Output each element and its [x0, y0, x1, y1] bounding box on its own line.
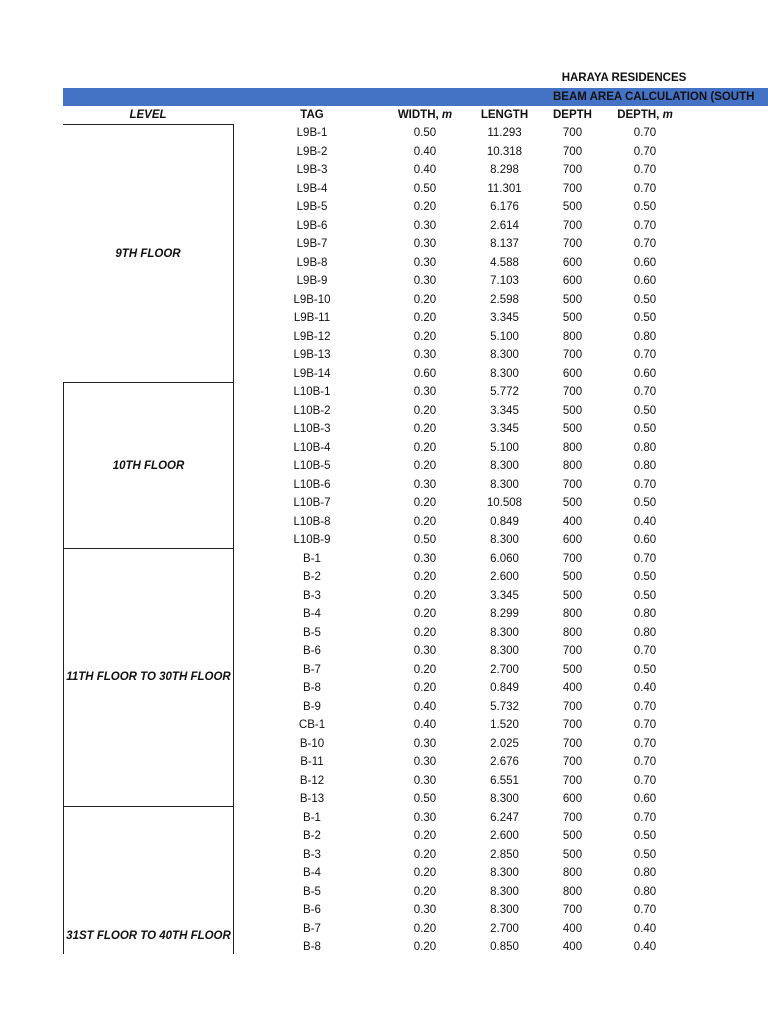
cell-width: 0.20	[413, 867, 437, 879]
cell-depth-m: 0.70	[633, 552, 657, 565]
cell-length: 0.850	[490, 941, 519, 953]
cell-width: 0.50	[413, 534, 437, 546]
cell-tag: L10B-6	[293, 478, 331, 491]
cell-tag: L10B-7	[293, 497, 331, 509]
cell-length: 8.300	[490, 460, 519, 472]
cell-depth: 700	[562, 904, 583, 916]
cell-length: 8.300	[490, 349, 519, 361]
cell-depth: 700	[562, 774, 583, 787]
cell-depth: 500	[562, 497, 583, 509]
cell-width: 0.20	[413, 848, 437, 861]
cell-depth: 800	[562, 885, 583, 898]
cell-width: 0.30	[413, 386, 437, 398]
cell-tag: B-3	[303, 848, 321, 861]
cell-depth-m: 0.40	[633, 922, 657, 935]
cell-width: 0.20	[413, 330, 437, 343]
table-row	[0, 254, 768, 273]
cell-width: 0.20	[413, 515, 437, 528]
cell-width: 0.20	[413, 460, 437, 472]
cell-depth: 700	[562, 719, 583, 731]
table-row	[0, 901, 768, 920]
cell-depth-m: 0.70	[633, 700, 657, 713]
cell-tag: B-2	[303, 571, 321, 583]
cell-length: 8.300	[490, 904, 519, 916]
cell-tag: B-5	[303, 626, 321, 639]
cell-depth: 700	[562, 349, 583, 361]
banner-title: BEAM AREA CALCULATION (SOUTH	[553, 91, 755, 103]
cell-length: 2.600	[490, 571, 519, 583]
cell-depth-m: 0.80	[633, 867, 657, 879]
cell-length: 11.293	[487, 127, 522, 139]
table-row	[0, 790, 768, 809]
cell-length: 8.300	[490, 885, 519, 898]
cell-depth-m: 0.80	[633, 441, 657, 454]
cell-depth-m: 0.70	[633, 756, 657, 768]
table-row	[0, 642, 768, 661]
cell-depth: 700	[562, 238, 583, 250]
cell-width: 0.20	[413, 293, 437, 306]
table-row	[0, 476, 768, 495]
cell-width: 0.20	[413, 922, 437, 935]
cell-length: 0.849	[490, 682, 519, 694]
cell-depth-m: 0.60	[633, 275, 657, 287]
cell-depth: 700	[562, 811, 583, 824]
cell-tag: B-2	[303, 830, 321, 842]
cell-tag: B-4	[303, 867, 321, 879]
cell-depth-m: 0.70	[633, 645, 657, 657]
table-row	[0, 827, 768, 846]
cell-tag: L9B-9	[296, 275, 328, 287]
cell-tag: B-1	[303, 552, 321, 565]
cell-depth-m: 0.60	[633, 367, 657, 380]
header-width	[380, 107, 470, 124]
table-row	[0, 124, 768, 143]
table-row	[0, 365, 768, 384]
cell-depth: 700	[562, 700, 583, 713]
cell-length: 2.025	[490, 737, 519, 750]
cell-depth-m: 0.80	[633, 608, 657, 620]
cell-depth-m: 0.60	[633, 256, 657, 269]
cell-length: 5.100	[490, 330, 519, 343]
cell-tag: L10B-9	[293, 534, 331, 546]
cell-depth: 500	[562, 663, 583, 676]
table-row	[0, 309, 768, 328]
cell-depth-m: 0.50	[633, 497, 657, 509]
cell-tag: L9B-4	[296, 182, 328, 195]
cell-length: 6.176	[490, 201, 519, 213]
cell-tag: L9B-13	[293, 349, 331, 361]
cell-length: 3.345	[490, 589, 519, 602]
cell-length: 4.588	[490, 256, 519, 269]
cell-length: 11.301	[487, 182, 522, 195]
cell-depth: 400	[562, 941, 583, 953]
cell-depth: 700	[562, 219, 583, 232]
cell-depth-m: 0.70	[633, 478, 657, 491]
cell-length: 2.676	[490, 756, 519, 768]
cell-width: 0.30	[413, 275, 437, 287]
cell-depth-m: 0.70	[633, 774, 657, 787]
cell-width: 0.20	[413, 589, 437, 602]
cell-width: 0.50	[413, 127, 437, 139]
cell-depth-m: 0.70	[633, 145, 657, 158]
cell-tag: B-4	[303, 608, 321, 620]
cell-depth: 700	[562, 386, 583, 398]
cell-length: 6.060	[490, 552, 519, 565]
cell-length: 5.100	[490, 441, 519, 454]
cell-depth: 500	[562, 830, 583, 842]
cell-width: 0.40	[413, 145, 437, 158]
cell-tag: B-8	[303, 682, 321, 694]
cell-length: 8.298	[490, 164, 519, 176]
cell-depth-m: 0.50	[633, 589, 657, 602]
cell-length: 6.551	[490, 774, 519, 787]
cell-tag: L10B-3	[293, 423, 331, 435]
header-level: LEVEL	[63, 107, 233, 125]
level-label: 10TH FLOOR	[112, 459, 185, 472]
header-depth-m-unit: m	[662, 109, 673, 121]
cell-tag: L9B-6	[296, 219, 328, 232]
cell-depth: 600	[562, 534, 583, 546]
cell-tag: L9B-3	[296, 164, 328, 176]
cell-length: 2.850	[490, 848, 519, 861]
table-row	[0, 180, 768, 199]
cell-depth: 500	[562, 848, 583, 861]
cell-width: 0.30	[413, 349, 437, 361]
table-row	[0, 420, 768, 439]
cell-depth: 800	[562, 867, 583, 879]
cell-tag: B-9	[303, 700, 321, 713]
table-row	[0, 328, 768, 347]
cell-tag: B-11	[300, 756, 324, 768]
cell-depth: 600	[562, 367, 583, 380]
header-depth-m-label: DEPTH,	[617, 109, 660, 121]
cell-depth: 500	[562, 571, 583, 583]
cell-width: 0.20	[413, 441, 437, 454]
cell-width: 0.50	[413, 793, 437, 805]
beam-table-body	[0, 124, 768, 957]
cell-depth: 800	[562, 608, 583, 620]
cell-tag: B-7	[303, 663, 321, 676]
cell-depth-m: 0.80	[633, 330, 657, 343]
cell-depth-m: 0.50	[633, 848, 657, 861]
cell-tag: B-3	[303, 589, 321, 602]
table-row	[0, 883, 768, 902]
cell-length: 8.300	[490, 367, 519, 380]
cell-depth-m: 0.50	[633, 830, 657, 842]
cell-tag: L9B-7	[296, 238, 328, 250]
cell-width: 0.30	[413, 904, 437, 916]
table-row	[0, 809, 768, 828]
cell-depth: 700	[562, 145, 583, 158]
cell-length: 10.508	[486, 497, 523, 509]
cell-tag: B-12	[299, 774, 325, 787]
cell-depth-m: 0.50	[633, 423, 657, 435]
cell-depth-m: 0.70	[633, 182, 657, 195]
cell-tag: L9B-11	[293, 312, 331, 324]
cell-depth: 700	[562, 645, 583, 657]
cell-width: 0.20	[413, 608, 437, 620]
cell-depth: 800	[562, 441, 583, 454]
cell-depth: 400	[562, 682, 583, 694]
cell-depth-m: 0.50	[633, 404, 657, 417]
cell-depth: 700	[562, 478, 583, 491]
header-length: LENGTH	[480, 109, 529, 121]
table-row	[0, 161, 768, 180]
table-row	[0, 217, 768, 236]
cell-tag: L10B-1	[293, 386, 331, 398]
cell-depth-m: 0.70	[633, 127, 657, 139]
cell-depth-m: 0.70	[633, 349, 657, 361]
table-row	[0, 439, 768, 458]
cell-depth-m: 0.70	[633, 904, 657, 916]
cell-width: 0.20	[413, 663, 437, 676]
cell-tag: L10B-5	[293, 460, 331, 472]
cell-tag: B-1	[303, 811, 321, 824]
cell-depth: 700	[562, 127, 583, 139]
cell-depth: 600	[562, 275, 583, 287]
cell-length: 2.700	[490, 663, 519, 676]
table-row	[0, 291, 768, 310]
cell-width: 0.20	[413, 626, 437, 639]
cell-depth-m: 0.60	[633, 534, 657, 546]
cell-depth: 500	[562, 312, 583, 324]
table-row	[0, 624, 768, 643]
cell-depth-m: 0.40	[633, 941, 657, 953]
cell-width: 0.30	[413, 478, 437, 491]
cell-length: 2.700	[490, 922, 519, 935]
cell-length: 2.598	[490, 293, 519, 306]
cell-width: 0.20	[413, 423, 437, 435]
cell-width: 0.30	[413, 256, 437, 269]
cell-width: 0.30	[413, 756, 437, 768]
cell-width: 0.40	[413, 164, 437, 176]
cell-tag: L9B-5	[296, 201, 328, 213]
cell-tag: B-10	[299, 737, 325, 750]
cell-length: 3.345	[490, 312, 519, 324]
cell-width: 0.30	[413, 552, 437, 565]
cell-depth-m: 0.60	[633, 793, 657, 805]
table-row	[0, 698, 768, 717]
table-row	[0, 494, 768, 513]
cell-depth: 500	[562, 293, 583, 306]
cell-depth: 700	[562, 737, 583, 750]
cell-width: 0.60	[413, 367, 437, 380]
header-depth-m	[600, 107, 690, 124]
cell-length: 8.300	[490, 867, 519, 879]
table-row	[0, 198, 768, 217]
cell-length: 8.299	[490, 608, 519, 620]
cell-width: 0.20	[413, 404, 437, 417]
cell-length: 0.849	[490, 515, 519, 528]
cell-depth: 500	[562, 423, 583, 435]
cell-depth: 500	[562, 404, 583, 417]
cell-width: 0.20	[413, 312, 437, 324]
cell-depth-m: 0.70	[633, 219, 657, 232]
cell-depth-m: 0.50	[633, 663, 657, 676]
cell-tag: B-13	[299, 793, 325, 805]
cell-depth: 800	[562, 626, 583, 639]
cell-width: 0.50	[413, 182, 437, 195]
cell-length: 1.520	[490, 719, 519, 731]
cell-tag: B-8	[303, 941, 321, 953]
document-title: HARAYA RESIDENCES	[561, 72, 687, 84]
cell-tag: L10B-2	[293, 404, 331, 417]
table-row	[0, 457, 768, 476]
cell-width: 0.40	[413, 700, 437, 713]
table-row	[0, 846, 768, 865]
cell-length: 7.103	[490, 275, 519, 287]
header-width-label: WIDTH,	[397, 109, 439, 121]
cell-width: 0.30	[413, 238, 437, 250]
table-row	[0, 531, 768, 550]
cell-depth: 400	[562, 922, 583, 935]
cell-length: 8.300	[490, 793, 519, 805]
table-row	[0, 920, 768, 939]
cell-width: 0.20	[413, 497, 437, 509]
cell-tag: CB-1	[298, 719, 326, 731]
cell-length: 5.732	[490, 700, 519, 713]
header-tag: TAG	[300, 109, 324, 121]
section-banner	[63, 88, 768, 106]
cell-depth-m: 0.70	[633, 737, 657, 750]
cell-tag: L9B-14	[293, 367, 331, 380]
cell-width: 0.20	[413, 830, 437, 842]
cell-tag: L10B-8	[293, 515, 331, 528]
cell-width: 0.20	[413, 682, 437, 694]
cell-tag: L9B-10	[293, 293, 331, 306]
cell-depth-m: 0.70	[633, 164, 657, 176]
cell-tag: L9B-2	[296, 145, 328, 158]
cell-depth: 600	[562, 793, 583, 805]
header-width-unit: m	[441, 109, 453, 121]
cell-depth: 400	[562, 515, 583, 528]
table-row	[0, 550, 768, 569]
cell-width: 0.30	[413, 774, 437, 787]
cell-length: 6.247	[490, 811, 519, 824]
table-row	[0, 661, 768, 680]
cell-length: 8.300	[490, 645, 519, 657]
cell-length: 8.300	[490, 534, 519, 546]
cell-length: 3.345	[490, 404, 519, 417]
cell-tag: B-7	[303, 922, 321, 935]
cell-depth: 600	[562, 256, 583, 269]
cell-width: 0.30	[413, 811, 437, 824]
table-row	[0, 587, 768, 606]
cell-depth-m: 0.70	[633, 238, 657, 250]
table-row	[0, 513, 768, 532]
cell-length: 10.318	[486, 145, 523, 158]
cell-depth-m: 0.80	[633, 626, 657, 639]
level-label: 9TH FLOOR	[115, 247, 181, 260]
cell-width: 0.30	[413, 219, 437, 232]
cell-length: 8.300	[490, 478, 519, 491]
cell-depth-m: 0.50	[633, 571, 657, 583]
table-row	[0, 235, 768, 254]
cell-length: 8.137	[490, 238, 519, 250]
table-row	[0, 272, 768, 291]
cell-depth: 500	[562, 589, 583, 602]
table-row	[0, 864, 768, 883]
cell-tag: B-6	[303, 904, 321, 916]
cell-length: 8.300	[490, 626, 519, 639]
cell-tag: L9B-8	[296, 256, 328, 269]
cell-length: 2.614	[490, 219, 519, 232]
cell-depth: 700	[562, 552, 583, 565]
cell-depth-m: 0.80	[633, 885, 657, 898]
cell-width: 0.20	[413, 201, 437, 213]
cell-width: 0.20	[413, 571, 437, 583]
cell-depth-m: 0.40	[633, 682, 657, 694]
table-row	[0, 753, 768, 772]
table-row	[0, 143, 768, 162]
table-row	[0, 568, 768, 587]
cell-depth: 800	[562, 330, 583, 343]
cell-depth-m: 0.40	[633, 515, 657, 528]
cell-length: 3.345	[490, 423, 519, 435]
cell-depth: 800	[562, 460, 583, 472]
cell-width: 0.20	[413, 941, 437, 953]
cell-width: 0.20	[413, 885, 437, 898]
table-row	[0, 402, 768, 421]
table-row	[0, 346, 768, 365]
table-row	[0, 938, 768, 957]
header-depth: DEPTH	[553, 109, 592, 121]
cell-depth-m: 0.70	[633, 811, 657, 824]
table-row	[0, 735, 768, 754]
cell-depth: 700	[562, 164, 583, 176]
cell-depth-m: 0.70	[633, 719, 657, 731]
table-row	[0, 679, 768, 698]
level-label: 11TH FLOOR TO 30TH FLOOR	[66, 671, 231, 683]
cell-depth-m: 0.50	[633, 293, 657, 306]
cell-length: 5.772	[490, 386, 519, 398]
cell-width: 0.40	[413, 719, 437, 731]
cell-depth-m: 0.50	[633, 312, 657, 324]
cell-tag: B-6	[303, 645, 321, 657]
table-row	[0, 772, 768, 791]
table-row	[0, 605, 768, 624]
cell-width: 0.30	[413, 737, 437, 750]
cell-tag: B-5	[303, 885, 321, 898]
table-row	[0, 716, 768, 735]
table-row	[0, 383, 768, 402]
cell-tag: L9B-1	[296, 127, 328, 139]
cell-tag: L10B-4	[293, 441, 331, 454]
cell-depth: 700	[562, 756, 583, 768]
cell-width: 0.30	[413, 645, 437, 657]
cell-depth: 700	[562, 182, 583, 195]
level-label: 31ST FLOOR TO 40TH FLOOR	[66, 930, 231, 942]
cell-length: 2.600	[490, 830, 519, 842]
cell-tag: L9B-12	[293, 330, 331, 343]
cell-depth: 500	[562, 201, 583, 213]
cell-depth-m: 0.50	[633, 201, 657, 213]
cell-depth-m: 0.70	[633, 386, 657, 398]
cell-depth-m: 0.80	[633, 460, 657, 472]
